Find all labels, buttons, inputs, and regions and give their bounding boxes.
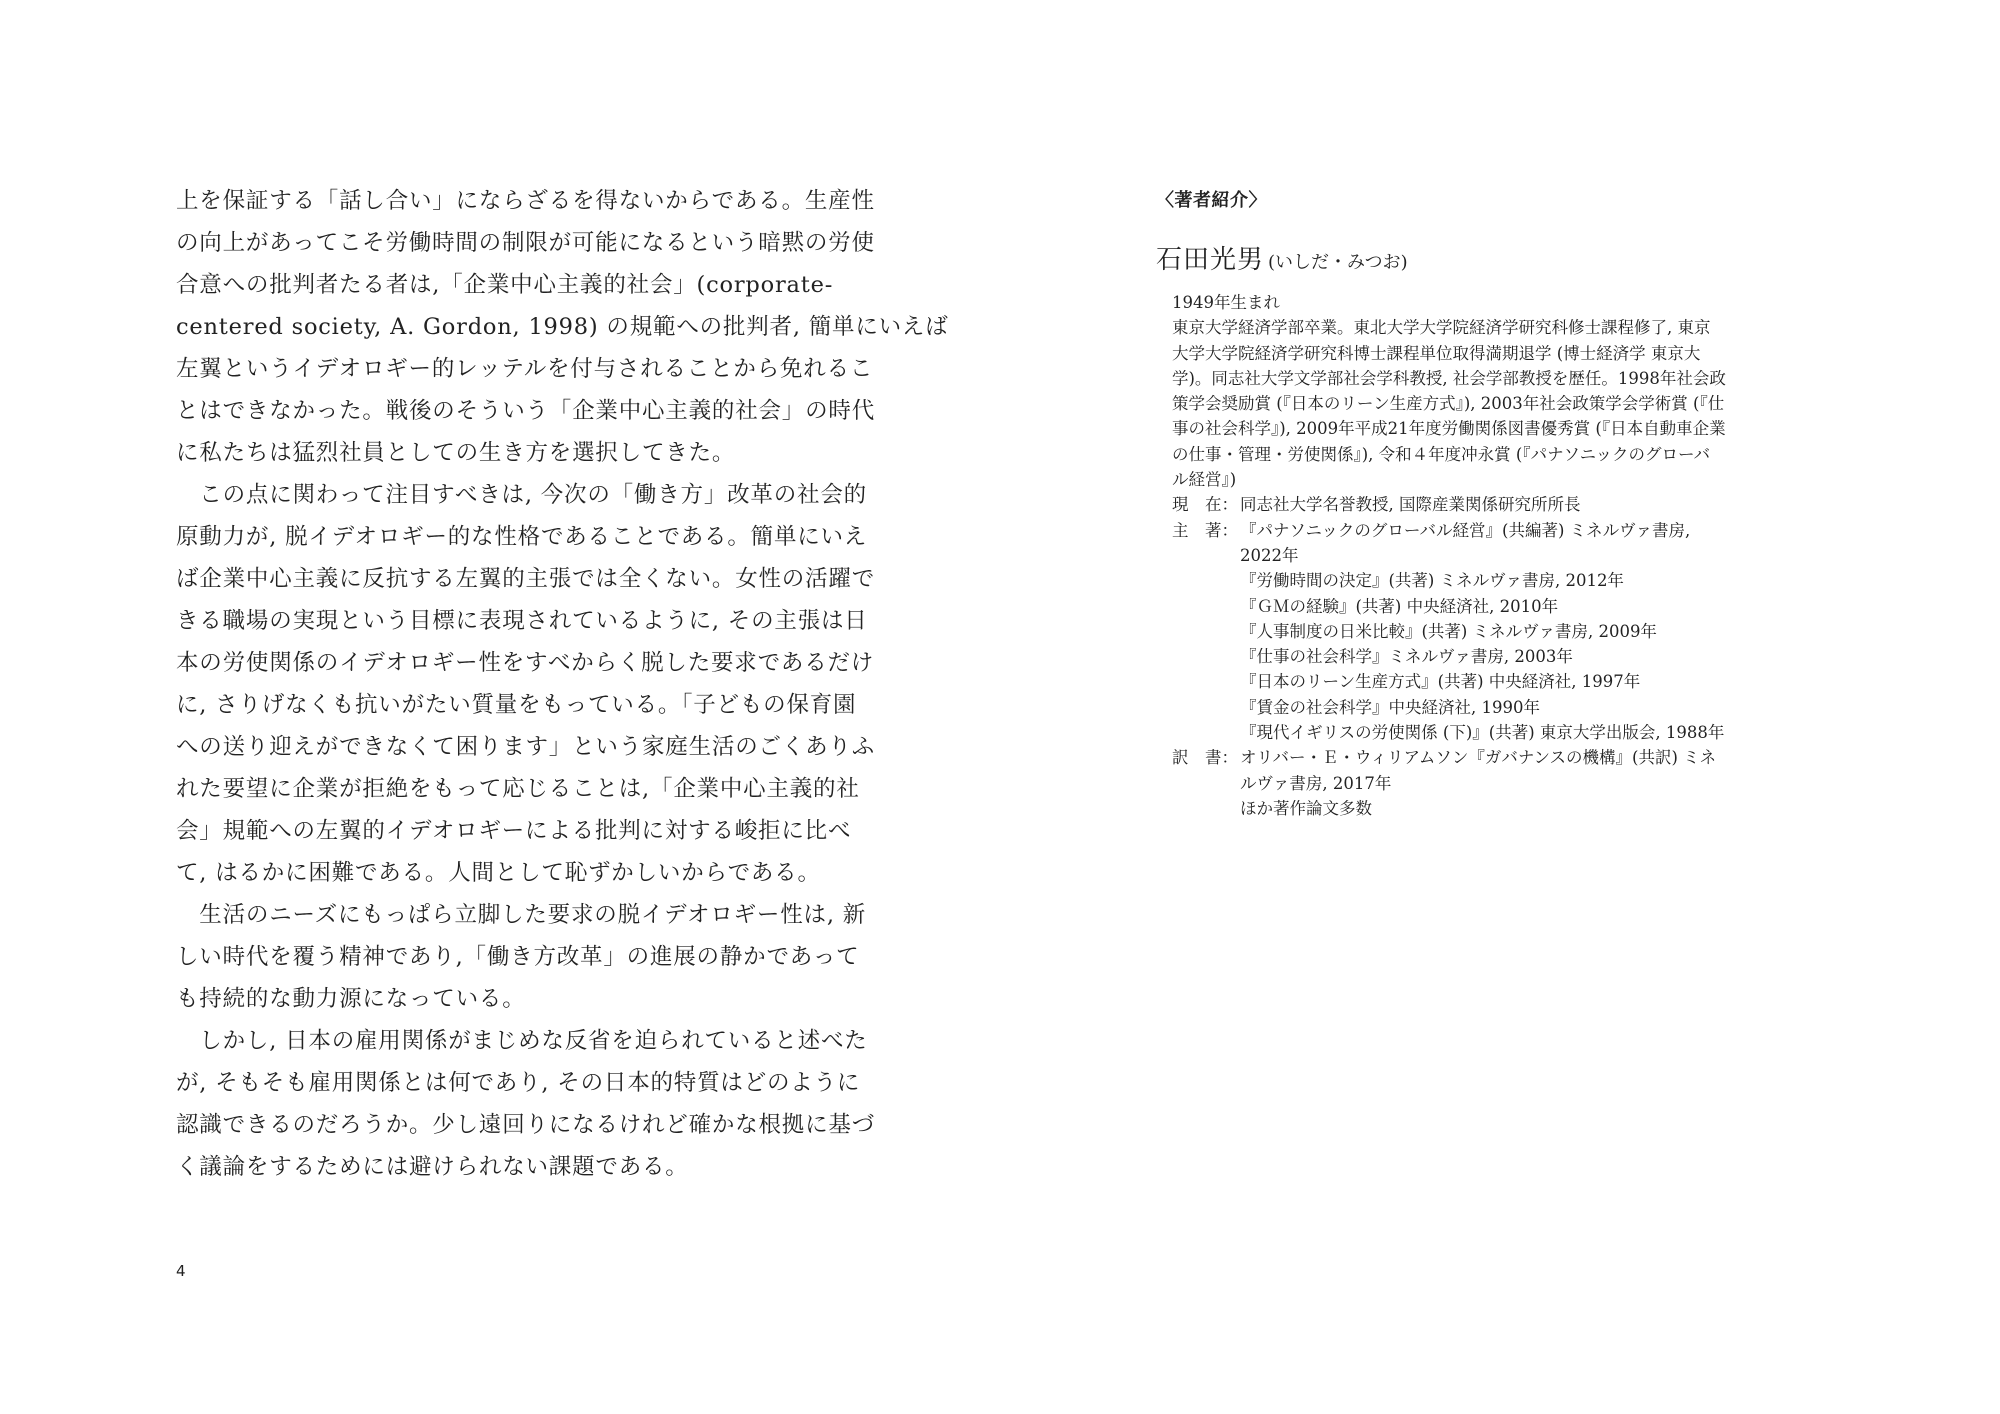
- career-line: ル経営』): [1172, 470, 1237, 490]
- text-line: く議論をするためには避けられない課題である。: [176, 1154, 689, 1180]
- work-item-cont: 2022年: [1240, 545, 1299, 565]
- work-item: 『仕事の社会科学』ミネルヴァ書房, 2003年: [1240, 647, 1573, 667]
- text-line: きる職場の実現という目標に表現されているように, その主張は日: [176, 608, 868, 634]
- works-list: [1240, 518, 1736, 569]
- career-line: 事の社会科学』), 2009年平成21年度労働関係図書優秀賞 (『日本自動車企業: [1172, 419, 1726, 439]
- text-line: しかし, 日本の雇用関係がまじめな反省を迫られていると述べた: [176, 1028, 868, 1054]
- paragraph-4: [176, 1020, 876, 1188]
- text-line: 左翼というイデオロギー的レッテルを付与されることから免れるこ: [176, 356, 874, 382]
- work-item: 『賃金の社会科学』中央経済社, 1990年: [1240, 697, 1540, 717]
- text-line: この点に関わって注目すべきは, 今次の「働き方」改革の社会的: [176, 482, 867, 508]
- work-item: 『人事制度の日米比較』(共著) ミネルヴァ書房, 2009年: [1240, 621, 1657, 641]
- works-continued: [1172, 568, 1736, 745]
- author-reading: (いしだ・みつお): [1268, 252, 1408, 273]
- career-line: の仕事・管理・労使関係』), 令和４年度冲永賞 (『パナソニックのグローバ: [1172, 444, 1711, 464]
- text-line: への送り迎えができなくて困ります」という家庭生活のごくありふ: [176, 734, 876, 760]
- text-line: とはできなかった。戦後のそういう「企業中心主義的社会」の時代: [176, 398, 876, 424]
- text-line: て, はるかに困難である。人間として恥ずかしいからである。: [176, 860, 821, 886]
- career-line: 策学会奨励賞 (『日本のリーン生産方式』), 2003年社会政策学会学術賞 (『仕: [1172, 394, 1725, 414]
- text-line: 生活のニーズにもっぱら立脚した要求の脱イデオロギー性は, 新: [176, 902, 867, 928]
- translation-item: オリバー・Ｅ・ウィリアムソン『ガバナンスの機構』(共訳) ミネ: [1240, 748, 1717, 768]
- paragraph-1: [176, 180, 949, 474]
- text-line: centered society, A. Gordon, 1998) の規範への批判者, 簡単にいえば: [176, 314, 949, 340]
- author-name-row: [1156, 240, 1736, 280]
- text-line: に私たちは猛烈社員としての生き方を選択してきた。: [176, 440, 736, 466]
- translations: [1172, 745, 1736, 821]
- text-line: 本の労使関係のイデオロギー性をすべからく脱した要求であるだけ: [176, 650, 875, 676]
- work-item: 『労働時間の決定』(共著) ミネルヴァ書房, 2012年: [1240, 571, 1624, 591]
- text-line: が, そもそも雇用関係とは何であり, その日本的特質はどのように: [176, 1070, 861, 1096]
- text-line: 原動力が, 脱イデオロギー的な性格であることである。簡単にいえ: [176, 524, 868, 550]
- other-works-note: ほか著作論文多数: [1240, 798, 1372, 818]
- work-item: 『ＧＭの経験』(共著) 中央経済社, 2010年: [1240, 596, 1559, 616]
- text-line: れた要望に企業が拒絶をもって応じることは,「企業中心主義的社: [176, 776, 860, 802]
- current-text: 同志社大学名誉教授, 国際産業関係研究所所長: [1240, 495, 1581, 515]
- works-label: 主 著：: [1172, 520, 1238, 540]
- text-line: 上を保証する「話し合い」にならざるを得ないからである。生産性: [176, 188, 875, 214]
- work-item: 『日本のリーン生産方式』(共著) 中央経済社, 1997年: [1240, 672, 1641, 692]
- text-line: 認識できるのだろうか。少し遠回りになるけれど確かな根拠に基づ: [176, 1112, 876, 1138]
- work-item: 『現代イギリスの労使関係 (下)』(共著) 東京大学出版会, 1988年: [1240, 723, 1725, 743]
- text-line: に, さりげなくも抗いがたい質量をもっている。「子どもの保育園: [176, 692, 857, 718]
- text-line: の向上があってこそ労働時間の制限が可能になるという暗黙の労使: [176, 230, 875, 256]
- section-heading: 〈著者紹介〉: [1156, 190, 1267, 211]
- paragraph-3: [176, 894, 867, 1020]
- text-line: 合意への批判者たる者は,「企業中心主義的社会」(corporate-: [176, 272, 834, 298]
- translations-list: [1240, 745, 1736, 821]
- author-profile: [1156, 184, 1736, 821]
- translation-item-cont: ルヴァ書房, 2017年: [1240, 773, 1392, 793]
- current-position: [1172, 492, 1736, 517]
- work-item: 『パナソニックのグローバル経営』(共編著) ミネルヴァ書房,: [1240, 520, 1691, 540]
- text-line: も持続的な動力源になっている。: [176, 986, 526, 1012]
- page-number: 4: [176, 1262, 186, 1280]
- birth-year: 1949年生まれ: [1172, 293, 1280, 312]
- translations-label: 訳 書：: [1172, 748, 1238, 768]
- career-line: 学)。同志社大学文学部社会学科教授, 社会学部教授を歴任。1998年社会政: [1172, 368, 1726, 388]
- text-line: しい時代を覆う精神であり,「働き方改革」の進展の静かであって: [176, 944, 860, 970]
- main-works: [1172, 518, 1736, 569]
- paragraph-2: [176, 474, 876, 894]
- text-line: ば企業中心主義に反抗する左翼的主張では全くない。女性の活躍で: [176, 566, 876, 592]
- left-page-body: [176, 180, 949, 1188]
- text-line: 会」規範への左翼的イデオロギーによる批判に対する峻拒に比べ: [176, 818, 852, 844]
- author-bio: [1156, 290, 1736, 821]
- author-name: 石田光男: [1156, 245, 1265, 275]
- current-label: 現 在：: [1172, 495, 1238, 515]
- career-line: 東京大学経済学部卒業。東北大学大学院経済学研究科修士課程修了, 東京: [1172, 318, 1711, 338]
- career-line: 大学大学院経済学研究科博士課程単位取得満期退学 (博士経済学 東京大: [1172, 343, 1701, 363]
